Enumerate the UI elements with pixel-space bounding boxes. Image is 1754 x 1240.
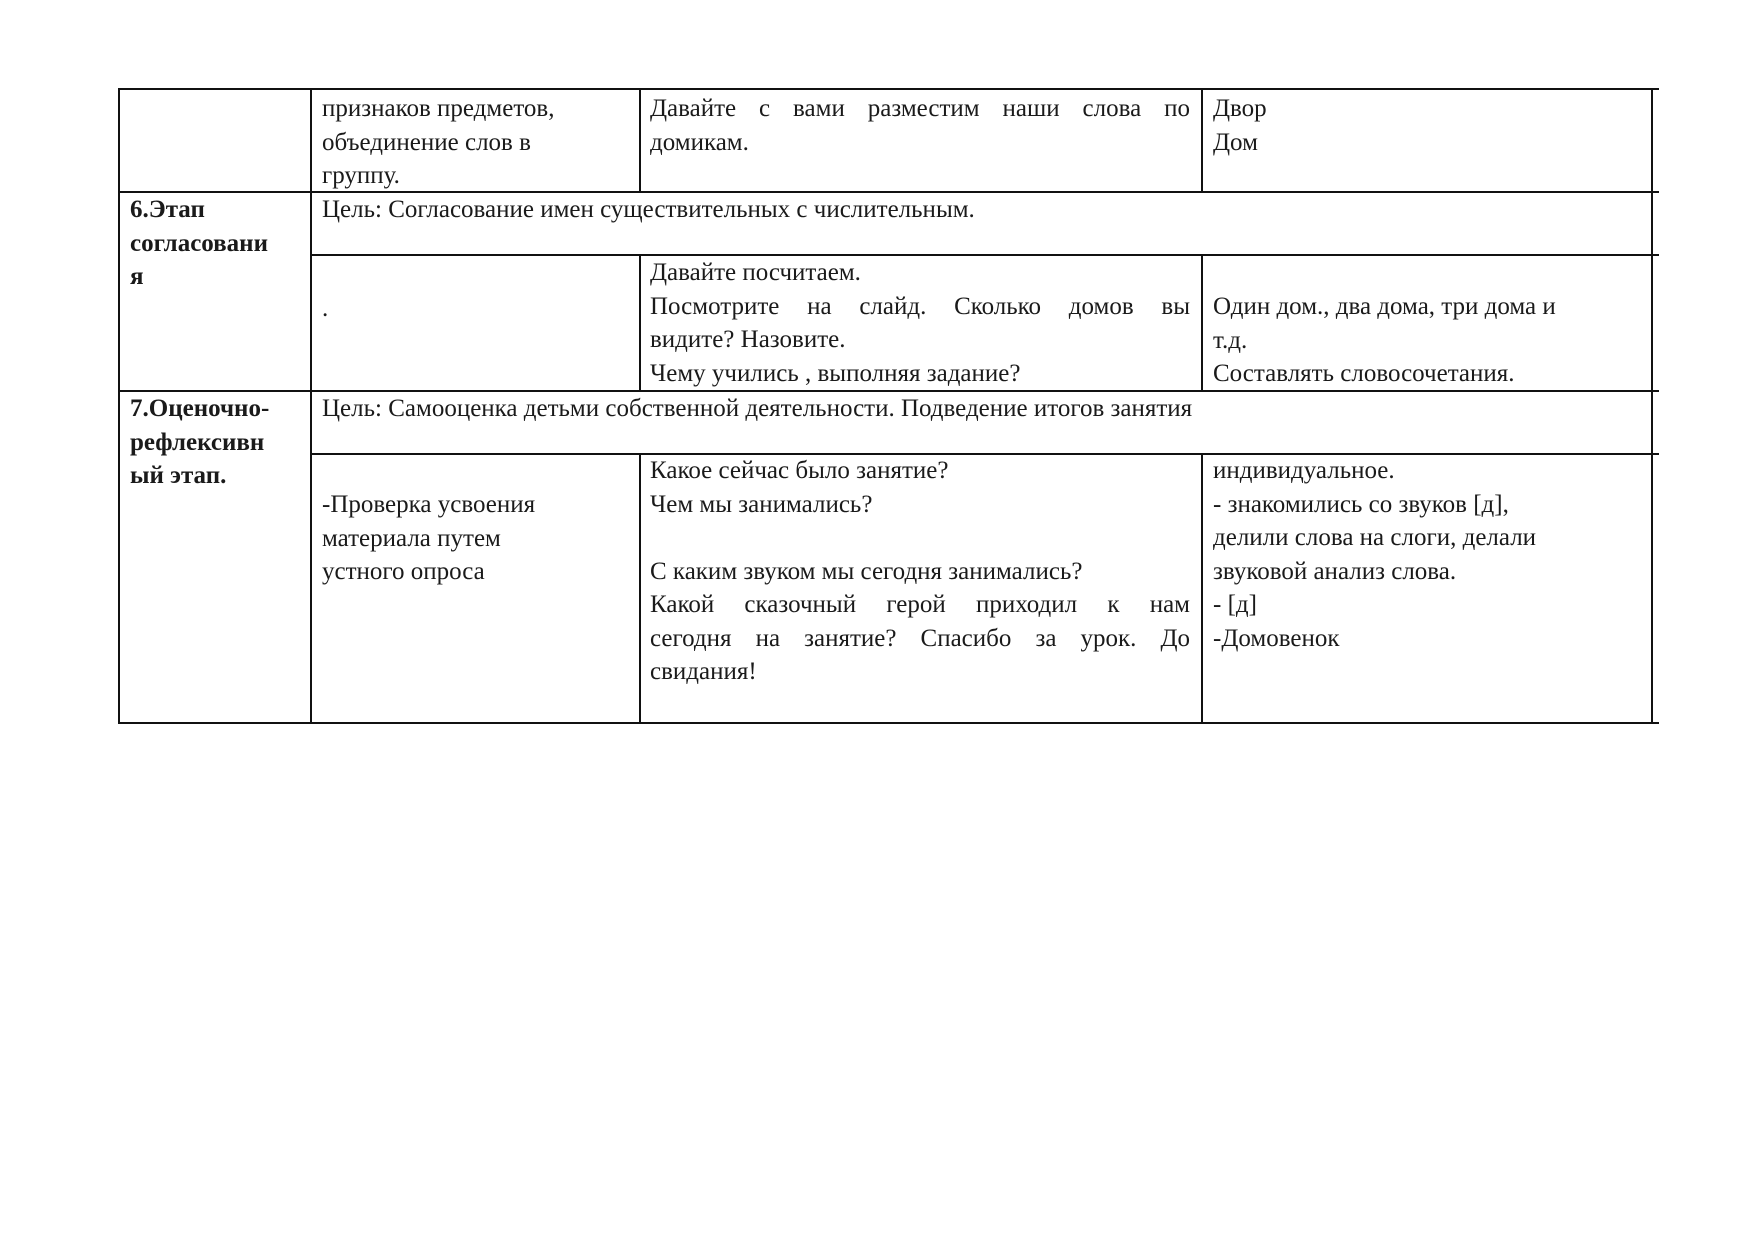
goal-text: Цель: Самооценка детьми собственной деятельности. Подведение итогов занятия <box>322 395 1193 422</box>
method-cell <box>322 92 632 193</box>
teacher-cell <box>650 454 1190 689</box>
cell-line: Какой сказочный герой приходил к нам <box>650 591 1190 618</box>
cell-line: домикам. <box>650 128 749 156</box>
cell-line: сегодня на занятие? Спасибо за урок. До <box>650 624 1190 652</box>
column-divider <box>639 254 641 391</box>
table-border-bottom <box>118 722 1659 724</box>
stage-title-line: я <box>130 263 144 290</box>
cell-line: Дом <box>1213 128 1258 156</box>
children-cell <box>1213 454 1643 655</box>
cell-line: С каким звуком мы сегодня занимались? <box>650 557 1083 585</box>
cell-line: Давайте с вами разместим наши слова по <box>650 95 1190 122</box>
cell-line: - знакомились со звуков [д], <box>1213 490 1509 518</box>
method-cell <box>322 292 632 326</box>
cell-line: материала путем <box>322 524 501 552</box>
goal-cell <box>322 193 1642 227</box>
table-border-left <box>118 88 120 724</box>
teacher-cell <box>650 256 1190 390</box>
stage-title-line: согласовани <box>130 229 268 257</box>
cell-line: - [д] <box>1213 591 1257 618</box>
cell-line: делили слова на слоги, делали <box>1213 524 1537 551</box>
cell-line: Один дом., два дома, три дома и <box>1213 293 1556 320</box>
cell-line: . <box>322 295 329 322</box>
cell-line: свидания! <box>650 658 757 685</box>
table-border-top <box>118 88 1659 90</box>
stage-title-line: рефлексивн <box>130 428 265 456</box>
stage-title-line: ый этап. <box>130 462 227 489</box>
cell-line: объединение слов в <box>322 128 531 156</box>
children-cell <box>1213 92 1643 159</box>
cell-line: Чему учились , выполняя задание? <box>650 359 1021 387</box>
teacher-cell <box>650 92 1190 159</box>
goal-text: Цель: Согласование имен существительных с числительным. <box>322 196 975 223</box>
column-divider <box>310 88 312 724</box>
cell-line: видите? Назовите. <box>650 326 846 353</box>
cell-line: Какое сейчас было занятие? <box>650 457 949 484</box>
cell-line: Двор <box>1213 95 1267 122</box>
table-border-right <box>1651 88 1653 724</box>
column-divider <box>1201 88 1203 192</box>
stage-title <box>130 392 306 493</box>
method-cell <box>322 488 632 589</box>
stage-title <box>130 193 306 294</box>
column-divider <box>639 453 641 724</box>
cell-line: индивидуальное. <box>1213 457 1395 484</box>
cell-line: группу. <box>322 162 400 189</box>
cell-line: Давайте посчитаем. <box>650 259 861 286</box>
children-cell <box>1213 290 1643 391</box>
cell-line: Посмотрите на слайд. Сколько домов вы <box>650 292 1190 320</box>
column-divider <box>639 88 641 192</box>
cell-line: устного опроса <box>322 558 485 585</box>
cell-line: -Проверка усвоения <box>322 491 536 518</box>
cell-line: звуковой анализ слова. <box>1213 557 1457 585</box>
goal-cell <box>322 392 1642 426</box>
column-divider <box>1201 453 1203 724</box>
cell-line: Составлять словосочетания. <box>1213 360 1515 387</box>
cell-line: -Домовенок <box>1213 624 1340 652</box>
stage-title-line: 6.Этап <box>130 196 205 223</box>
stage-title-line: 7.Оценочно- <box>130 395 270 422</box>
cell-line: т.д. <box>1213 326 1248 354</box>
column-divider <box>1201 254 1203 391</box>
blank-line <box>650 521 1190 555</box>
cell-line: признаков предметов, <box>322 95 555 122</box>
cell-line: Чем мы занимались? <box>650 490 873 518</box>
